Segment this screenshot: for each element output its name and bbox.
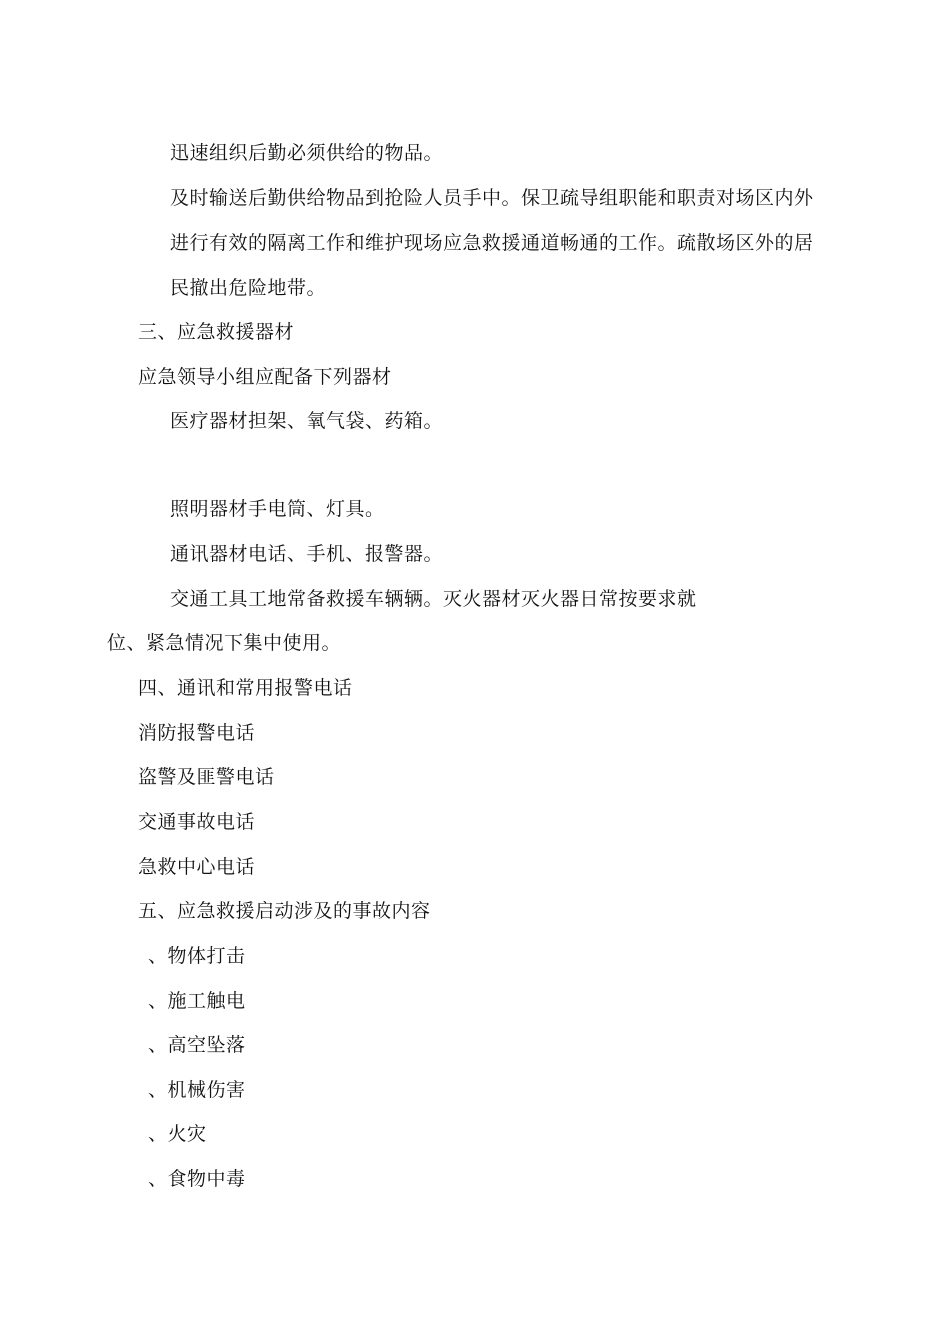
- phone-item: 盗警及匪警电话: [138, 766, 275, 788]
- accident-item: 、食物中毒: [148, 1168, 246, 1190]
- section-3-heading: 三、应急救援器材: [138, 321, 295, 343]
- section-5-heading: 五、应急救援启动涉及的事故内容: [138, 900, 431, 922]
- equipment-transport-line-2: 位、紧急情况下集中使用。: [107, 632, 342, 654]
- equipment-medical: 医疗器材担架、氧气袋、药箱。: [170, 410, 444, 432]
- accident-item: 、施工触电: [148, 990, 246, 1012]
- section-4-heading: 四、通讯和常用报警电话: [138, 677, 353, 699]
- logistics-line-4: 民撤出危险地带。: [170, 277, 327, 299]
- equipment-lighting: 照明器材手电筒、灯具。: [170, 498, 385, 520]
- accident-item: 、物体打击: [148, 945, 246, 967]
- section-3-intro: 应急领导小组应配备下列器材: [138, 366, 392, 388]
- phone-item: 急救中心电话: [138, 856, 256, 878]
- phone-item: 交通事故电话: [138, 811, 256, 833]
- equipment-transport-line-1: 交通工具工地常备救援车辆辆。灭火器材灭火器日常按要求就: [170, 588, 697, 610]
- equipment-communication: 通讯器材电话、手机、报警器。: [170, 543, 444, 565]
- accident-item: 、火灾: [148, 1123, 207, 1145]
- logistics-line-3: 进行有效的隔离工作和维护现场应急救援通道畅通的工作。疏散场区外的居: [170, 232, 814, 254]
- accident-item: 、高空坠落: [148, 1034, 246, 1056]
- accident-item: 、机械伤害: [148, 1079, 246, 1101]
- logistics-line-1: 迅速组织后勤必须供给的物品。: [170, 142, 444, 164]
- phone-item: 消防报警电话: [138, 722, 256, 744]
- logistics-line-2: 及时输送后勤供给物品到抢险人员手中。保卫疏导组职能和职责对场区内外: [170, 187, 814, 209]
